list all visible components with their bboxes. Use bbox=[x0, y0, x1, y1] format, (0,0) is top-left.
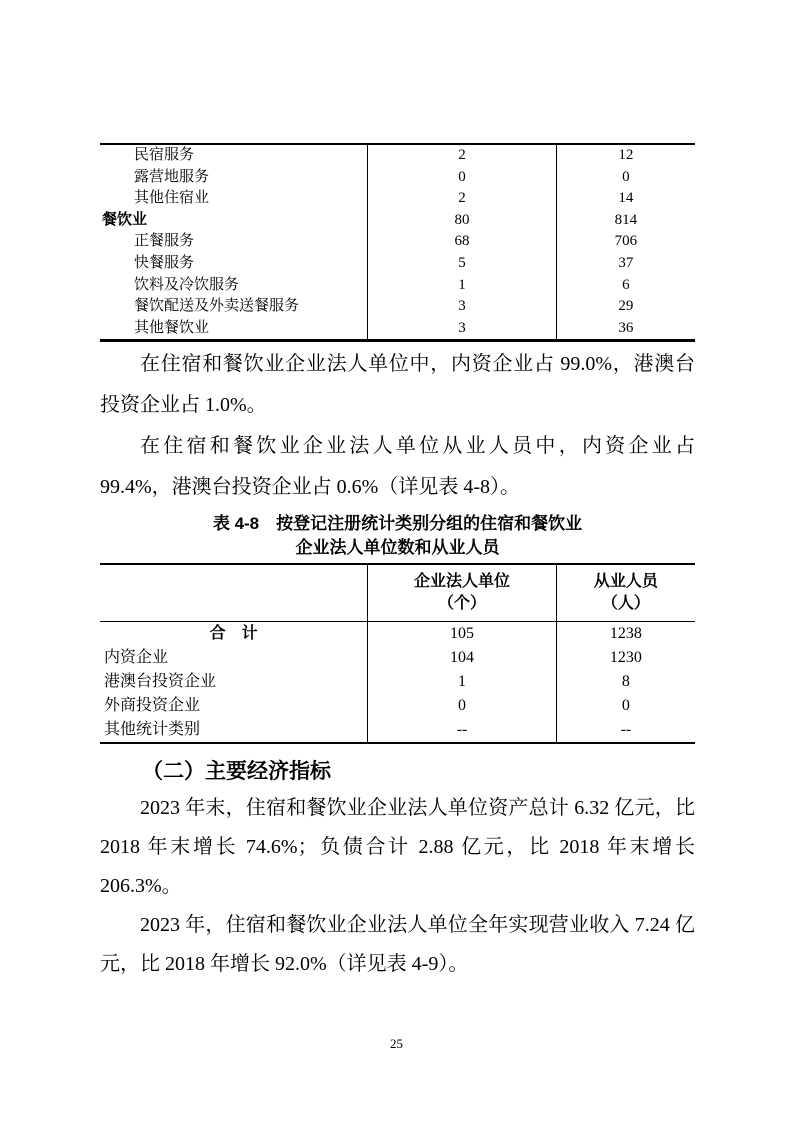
row-units-value: 3 bbox=[368, 296, 557, 318]
table-4-8-header bbox=[100, 564, 695, 622]
table-row bbox=[100, 188, 695, 210]
row-units-value: 68 bbox=[368, 231, 557, 253]
row-category-label: 餐饮配送及外卖送餐服务 bbox=[134, 298, 300, 315]
row-units-value: 1 bbox=[368, 275, 557, 297]
industry-table-continued bbox=[100, 143, 695, 342]
row-units-value: -- bbox=[368, 718, 557, 743]
row-persons-value: 0 bbox=[622, 168, 630, 185]
row-category-label: 外商投资企业 bbox=[104, 697, 201, 715]
row-persons-value: 706 bbox=[614, 233, 638, 250]
header-persons-cell bbox=[556, 564, 695, 622]
row-units-value: 0 bbox=[368, 167, 557, 189]
row-persons-value: 6 bbox=[622, 276, 630, 293]
row-units-value: 2 bbox=[368, 188, 557, 210]
row-category-label: 内资企业 bbox=[104, 649, 169, 667]
row-persons-value: 14 bbox=[618, 190, 634, 207]
paragraph-employment-share: 在住宿和餐饮业企业法人单位从业人员中，内资企业占 99.4%，港澳台投资企业占 0.6%（详见表 4-8）。 bbox=[100, 435, 695, 499]
table-row bbox=[100, 253, 695, 275]
row-category-label: 其他统计类别 bbox=[104, 721, 201, 739]
header-persons-line2: （人） bbox=[601, 595, 650, 613]
table-4-8-title-line2: 企业法人单位数和从业人员 bbox=[295, 538, 500, 558]
table-4-8 bbox=[100, 563, 695, 744]
table-4-8-title bbox=[100, 512, 695, 560]
table-row bbox=[100, 231, 695, 253]
table-4-8-header-row bbox=[100, 564, 695, 622]
paragraph-domestic-share: 在住宿和餐饮业企业法人单位中，内资企业占 99.0%，港澳台投资企业占 1.0%。 bbox=[100, 353, 695, 417]
row-units-value: 2 bbox=[368, 144, 557, 167]
row-persons-value: 29 bbox=[618, 298, 634, 315]
row-persons-value: -- bbox=[620, 721, 632, 739]
row-units-value: 5 bbox=[368, 253, 557, 275]
table-row bbox=[100, 167, 695, 189]
table-row bbox=[100, 622, 695, 647]
row-units-value: 1 bbox=[368, 670, 557, 694]
row-category-label: 饮料及冷饮服务 bbox=[134, 276, 240, 293]
row-persons-value: 37 bbox=[618, 254, 634, 271]
row-persons-value: 1230 bbox=[609, 649, 642, 667]
row-units-value: 80 bbox=[368, 210, 557, 232]
row-units-value: 3 bbox=[368, 318, 557, 341]
row-persons-value: 12 bbox=[618, 147, 634, 163]
table-row bbox=[100, 646, 695, 670]
table-4-8-body bbox=[100, 622, 695, 744]
section-heading-economic-indicators: （二）主要经济指标 bbox=[142, 759, 331, 784]
row-category-label: 民宿服务 bbox=[134, 147, 195, 163]
table-row bbox=[100, 318, 695, 341]
header-units-line1: 企业法人单位 bbox=[414, 573, 511, 591]
table-row bbox=[100, 210, 695, 232]
header-units-cell bbox=[368, 564, 557, 622]
table-row bbox=[100, 275, 695, 297]
page-content bbox=[100, 143, 695, 984]
row-persons-value: 0 bbox=[621, 697, 630, 715]
row-persons-value: 1238 bbox=[609, 625, 642, 643]
row-units-value: 0 bbox=[368, 694, 557, 718]
row-persons-value: 8 bbox=[621, 673, 630, 691]
row-units-value: 104 bbox=[368, 646, 557, 670]
header-empty-cell bbox=[100, 564, 368, 622]
paragraph-assets-liabilities: 2023 年末，住宿和餐饮业企业法人单位资产总计 6.32 亿元，比 2018 年末增长 74.6%；负债合计 2.88 亿元，比 2018 年末增长 206.3%。 bbox=[100, 797, 695, 898]
row-category-label: 其他餐饮业 bbox=[134, 319, 210, 336]
header-units-line2: （个） bbox=[438, 595, 487, 613]
row-category-label: 其他住宿业 bbox=[134, 190, 210, 207]
row-category-label: 餐饮业 bbox=[102, 211, 148, 228]
header-persons-line1: 从业人员 bbox=[593, 573, 658, 591]
row-category-label: 正餐服务 bbox=[134, 233, 195, 250]
table-row bbox=[100, 694, 695, 718]
table-4-8-title-line1: 表 4-8 按登记注册统计类别分组的住宿和餐饮业 bbox=[212, 514, 583, 534]
paragraph-revenue: 2023 年，住宿和餐饮业企业法人单位全年实现营业收入 7.24 亿元，比 2018 年增长 92.0%（详见表 4-9）。 bbox=[100, 914, 695, 976]
row-category-label: 快餐服务 bbox=[134, 254, 195, 271]
row-persons-value: 814 bbox=[614, 211, 638, 228]
table-row bbox=[100, 296, 695, 318]
industry-table-body bbox=[100, 144, 695, 341]
table-row bbox=[100, 670, 695, 694]
row-persons-value: 36 bbox=[618, 319, 634, 336]
table-row bbox=[100, 718, 695, 743]
table-row bbox=[100, 144, 695, 167]
row-units-value: 105 bbox=[368, 622, 557, 647]
row-category-label: 露营地服务 bbox=[134, 168, 210, 185]
row-category-label: 合 计 bbox=[209, 625, 258, 643]
page-number: 25 bbox=[390, 1036, 403, 1051]
row-category-label: 港澳台投资企业 bbox=[104, 673, 217, 691]
